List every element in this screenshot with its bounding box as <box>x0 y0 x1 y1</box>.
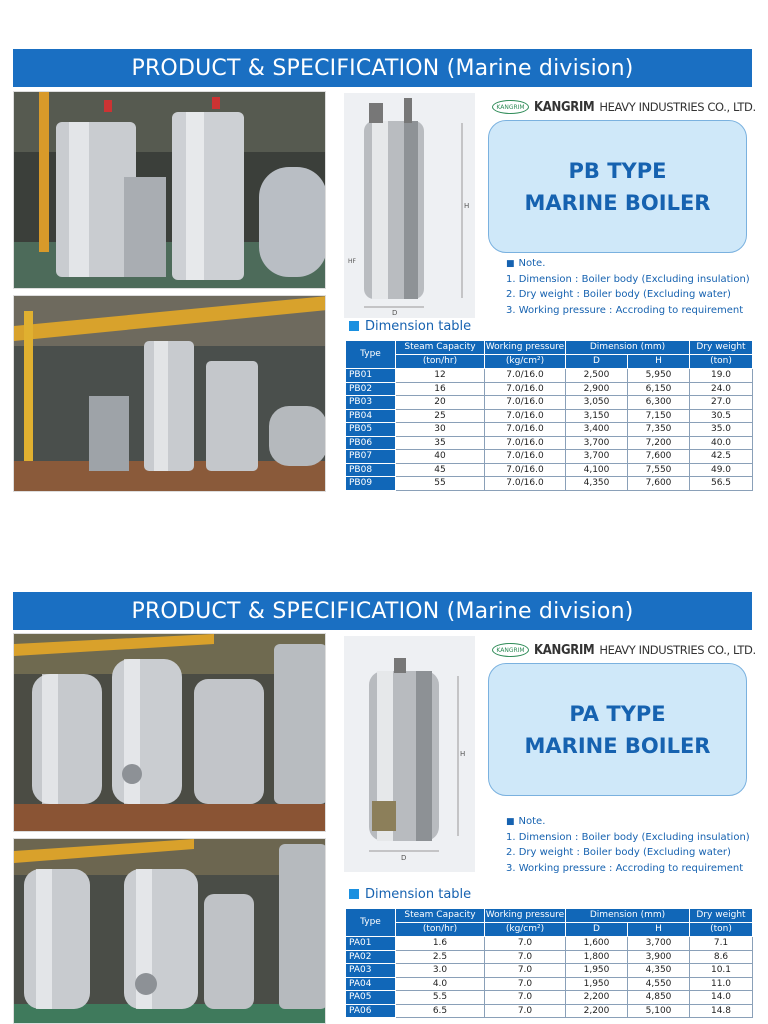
side-label: HF <box>348 258 356 265</box>
table-cell: 3,900 <box>628 950 690 964</box>
brand-header <box>492 640 756 660</box>
table-cell: 30 <box>396 423 485 437</box>
dimension-title-text: Dimension table <box>365 319 472 334</box>
table-cell: 27.0 <box>690 396 753 410</box>
section-banner: PRODUCT & SPECIFICATION (Marine division) <box>13 49 752 87</box>
table-cell: 35 <box>396 436 485 450</box>
table-cell: 6,300 <box>628 396 690 410</box>
table-cell: 40.0 <box>690 436 753 450</box>
row-type-cell: PB06 <box>346 436 396 450</box>
notes-title: ■ Note. <box>506 256 756 272</box>
table-cell: 1.6 <box>396 937 485 951</box>
table-row <box>346 950 753 964</box>
col-header-steam-unit: (ton/hr) <box>396 355 485 369</box>
col-header-steam: Steam Capacity <box>396 909 485 923</box>
table-cell: 35.0 <box>690 423 753 437</box>
row-type-cell: PB07 <box>346 450 396 464</box>
square-bullet-icon <box>349 321 359 331</box>
height-label: H <box>460 750 466 758</box>
brand-sub: HEAVY INDUSTRIES CO., LTD. <box>599 643 756 657</box>
brand-header <box>492 97 756 117</box>
table-cell: 7.0 <box>485 977 566 991</box>
brand-name: KANGRIM <box>534 99 595 115</box>
col-header-type: Type <box>346 909 396 937</box>
table-cell: 55 <box>396 477 485 491</box>
col-header-d: D <box>566 355 628 369</box>
table-cell: 14.0 <box>690 991 753 1005</box>
col-header-weight: Dry weight <box>690 341 753 355</box>
table-cell: 45 <box>396 463 485 477</box>
table-cell: 12 <box>396 369 485 383</box>
note-item: 2. Dry weight : Boiler body (Excluding water) <box>506 289 731 301</box>
notes-block <box>506 814 756 876</box>
dimension-title-text: Dimension table <box>365 887 472 902</box>
table-cell: 4.0 <box>396 977 485 991</box>
table-row <box>346 396 753 410</box>
col-header-dimension: Dimension (mm) <box>566 341 690 355</box>
note-item: 1. Dimension : Boiler body (Excluding insulation) <box>506 832 750 844</box>
boiler-diagram <box>344 93 475 318</box>
product-type-box <box>488 663 747 796</box>
col-header-d: D <box>566 923 628 937</box>
notes-block <box>506 256 756 318</box>
table-cell: 49.0 <box>690 463 753 477</box>
table-cell: 7.0/16.0 <box>485 369 566 383</box>
table-cell: 7.0 <box>485 937 566 951</box>
table-cell: 4,850 <box>628 991 690 1005</box>
row-type-cell: PA04 <box>346 977 396 991</box>
table-cell: 7.0/16.0 <box>485 396 566 410</box>
col-header-type: Type <box>346 341 396 369</box>
boiler-diagram <box>344 636 475 872</box>
table-cell: 11.0 <box>690 977 753 991</box>
table-cell: 4,100 <box>566 463 628 477</box>
factory-photo-top <box>13 91 326 289</box>
row-type-cell: PA03 <box>346 964 396 978</box>
table-cell: 16 <box>396 382 485 396</box>
table-cell: 3,700 <box>566 450 628 464</box>
table-row <box>346 450 753 464</box>
table-cell: 6.5 <box>396 1004 485 1018</box>
col-header-pressure: Working pressure <box>485 341 566 355</box>
table-row <box>346 436 753 450</box>
table-cell: 3,700 <box>628 937 690 951</box>
table-row <box>346 977 753 991</box>
table-row <box>346 409 753 423</box>
note-item: 1. Dimension : Boiler body (Excluding insulation) <box>506 274 750 286</box>
table-cell: 5.5 <box>396 991 485 1005</box>
table-cell: 7.0/16.0 <box>485 423 566 437</box>
row-type-cell: PA05 <box>346 991 396 1005</box>
table-cell: 2,200 <box>566 1004 628 1018</box>
table-cell: 25 <box>396 409 485 423</box>
factory-photo-bottom <box>13 295 326 492</box>
table-cell: 14.8 <box>690 1004 753 1018</box>
col-header-weight-unit: (ton) <box>690 923 753 937</box>
table-row <box>346 463 753 477</box>
col-header-pressure-unit: (kg/cm²) <box>485 923 566 937</box>
table-cell: 7.0/16.0 <box>485 450 566 464</box>
table-cell: 7,550 <box>628 463 690 477</box>
table-cell: 7.0 <box>485 964 566 978</box>
table-cell: 2,900 <box>566 382 628 396</box>
col-header-steam-unit: (ton/hr) <box>396 923 485 937</box>
table-cell: 7,600 <box>628 477 690 491</box>
table-cell: 7.0 <box>485 1004 566 1018</box>
col-header-pressure-unit: (kg/cm²) <box>485 355 566 369</box>
table-cell: 7.1 <box>690 937 753 951</box>
brand-name: KANGRIM <box>534 642 595 658</box>
row-type-cell: PB09 <box>346 477 396 491</box>
table-cell: 1,800 <box>566 950 628 964</box>
brand-sub: HEAVY INDUSTRIES CO., LTD. <box>599 100 756 114</box>
table-cell: 4,550 <box>628 977 690 991</box>
table-cell: 7,600 <box>628 450 690 464</box>
table-cell: 4,350 <box>628 964 690 978</box>
row-type-cell: PB08 <box>346 463 396 477</box>
diameter-label: D <box>401 854 407 862</box>
row-type-cell: PB01 <box>346 369 396 383</box>
row-type-cell: PB02 <box>346 382 396 396</box>
table-cell: 7.0/16.0 <box>485 436 566 450</box>
table-cell: 30.5 <box>690 409 753 423</box>
brand-logo: KANGRIM <box>492 643 529 657</box>
table-cell: 3,700 <box>566 436 628 450</box>
table-cell: 6,150 <box>628 382 690 396</box>
section-banner: PRODUCT & SPECIFICATION (Marine division) <box>13 592 752 630</box>
row-type-cell: PB03 <box>346 396 396 410</box>
table-cell: 3,150 <box>566 409 628 423</box>
col-header-pressure: Working pressure <box>485 909 566 923</box>
table-cell: 7,350 <box>628 423 690 437</box>
table-cell: 2,200 <box>566 991 628 1005</box>
note-item: 3. Working pressure : Accroding to requirement <box>506 304 744 316</box>
table-row <box>346 382 753 396</box>
table-cell: 7.0 <box>485 991 566 1005</box>
table-cell: 2.5 <box>396 950 485 964</box>
table-cell: 2,500 <box>566 369 628 383</box>
table-cell: 24.0 <box>690 382 753 396</box>
table-cell: 7.0/16.0 <box>485 477 566 491</box>
table-row <box>346 1004 753 1018</box>
table-cell: 3.0 <box>396 964 485 978</box>
table-row <box>346 477 753 491</box>
table-cell: 7,200 <box>628 436 690 450</box>
row-type-cell: PA02 <box>346 950 396 964</box>
table-cell: 8.6 <box>690 950 753 964</box>
table-row <box>346 423 753 437</box>
table-cell: 7.0/16.0 <box>485 463 566 477</box>
table-row <box>346 369 753 383</box>
row-type-cell: PA01 <box>346 937 396 951</box>
diameter-label: D <box>392 309 398 317</box>
height-label: H <box>464 202 470 210</box>
notes-title: ■ Note. <box>506 814 756 830</box>
table-cell: 7,150 <box>628 409 690 423</box>
table-cell: 1,600 <box>566 937 628 951</box>
col-header-dimension: Dimension (mm) <box>566 909 690 923</box>
type-title: PA TYPE <box>569 701 666 726</box>
dimension-table <box>345 340 753 491</box>
table-cell: 7.0/16.0 <box>485 409 566 423</box>
table-cell: 10.1 <box>690 964 753 978</box>
dimension-table-title <box>349 319 471 334</box>
row-type-cell: PB05 <box>346 423 396 437</box>
row-type-cell: PB04 <box>346 409 396 423</box>
product-type-box <box>488 120 747 253</box>
table-cell: 3,050 <box>566 396 628 410</box>
col-header-weight-unit: (ton) <box>690 355 753 369</box>
table-cell: 40 <box>396 450 485 464</box>
table-cell: 5,100 <box>628 1004 690 1018</box>
note-item: 3. Working pressure : Accroding to requirement <box>506 862 744 874</box>
col-header-weight: Dry weight <box>690 909 753 923</box>
table-cell: 19.0 <box>690 369 753 383</box>
table-cell: 1,950 <box>566 977 628 991</box>
table-cell: 4,350 <box>566 477 628 491</box>
dimension-table-title <box>349 887 471 902</box>
col-header-h: H <box>628 923 690 937</box>
col-header-steam: Steam Capacity <box>396 341 485 355</box>
table-body <box>346 369 753 491</box>
dimension-table <box>345 908 753 1018</box>
table-cell: 5,950 <box>628 369 690 383</box>
table-row <box>346 991 753 1005</box>
type-title: PB TYPE <box>568 158 667 183</box>
table-cell: 7.0 <box>485 950 566 964</box>
table-cell: 56.5 <box>690 477 753 491</box>
type-subtitle: MARINE BOILER <box>524 190 711 215</box>
type-subtitle: MARINE BOILER <box>524 733 711 758</box>
table-cell: 1,950 <box>566 964 628 978</box>
table-row <box>346 964 753 978</box>
table-cell: 20 <box>396 396 485 410</box>
note-item: 2. Dry weight : Boiler body (Excluding water) <box>506 847 731 859</box>
col-header-h: H <box>628 355 690 369</box>
factory-photo-bottom <box>13 838 326 1024</box>
table-cell: 3,400 <box>566 423 628 437</box>
table-body <box>346 937 753 1018</box>
table-row <box>346 937 753 951</box>
table-cell: 7.0/16.0 <box>485 382 566 396</box>
square-bullet-icon <box>349 889 359 899</box>
brand-logo: KANGRIM <box>492 100 529 114</box>
factory-photo-top <box>13 633 326 832</box>
table-cell: 42.5 <box>690 450 753 464</box>
row-type-cell: PA06 <box>346 1004 396 1018</box>
